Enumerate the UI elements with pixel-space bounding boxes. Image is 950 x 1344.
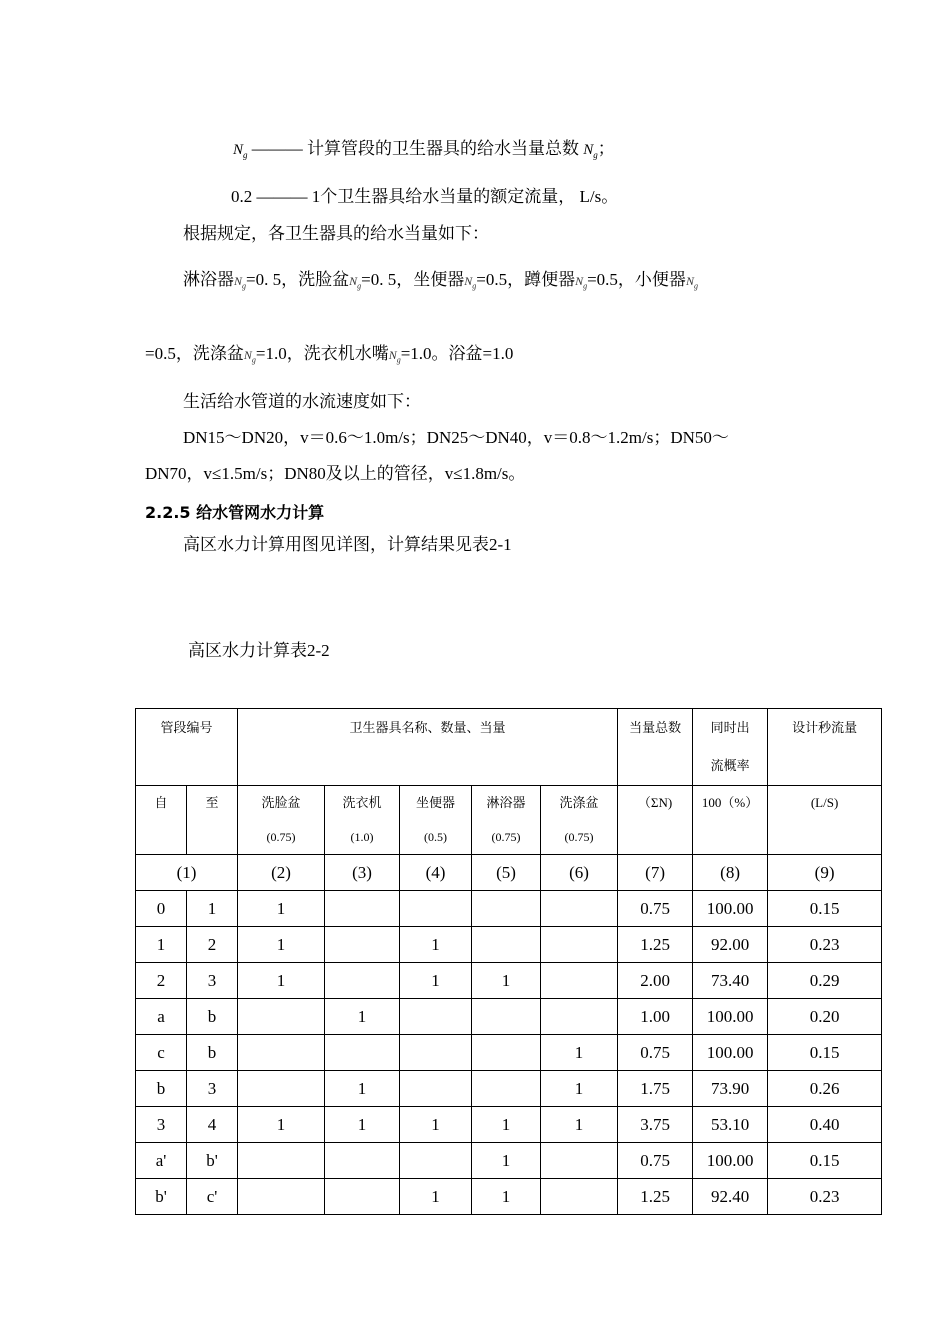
cell-to: 1 xyxy=(187,891,238,927)
cell-sink xyxy=(541,891,618,927)
cell-flow: 0.26 xyxy=(768,1071,882,1107)
col-number: (4) xyxy=(400,855,472,891)
cell-total: 0.75 xyxy=(618,1035,693,1071)
cell-from: b xyxy=(136,1071,187,1107)
cell-shower xyxy=(472,927,541,963)
cell-total: 0.75 xyxy=(618,1143,693,1179)
cell-basin: 1 xyxy=(238,963,325,999)
cell-shower: 1 xyxy=(472,1143,541,1179)
value: (0.75) xyxy=(491,830,521,844)
cell-prob: 100.00 xyxy=(693,999,768,1035)
cell-toilet: 1 xyxy=(400,963,472,999)
cell-from: b' xyxy=(136,1179,187,1215)
cell-from: c xyxy=(136,1035,187,1071)
value: (0.75) xyxy=(564,830,594,844)
ng-symbol: $N_g$ xyxy=(349,274,362,291)
header-flow: 设计秒流量 xyxy=(768,709,882,786)
cell-to: 3 xyxy=(187,963,238,999)
cell-washer xyxy=(325,891,400,927)
table-row xyxy=(136,1035,882,1071)
cell-shower xyxy=(472,891,541,927)
velocity-line-2: DN70，v≤1.5m/s；DN80及以上的管径，v≤1.8m/s。 xyxy=(145,464,526,483)
col-number: (7) xyxy=(618,855,693,891)
header-total: 当量总数 xyxy=(618,709,693,786)
section-text: 高区水力计算用图见详图，计算结果见表2-1 xyxy=(183,535,512,554)
ng-symbol: $N_g$ xyxy=(233,142,248,160)
cell-washer: 1 xyxy=(325,1071,400,1107)
cell-toilet xyxy=(400,1035,472,1071)
cell-toilet: 1 xyxy=(400,1107,472,1143)
cell-basin: 1 xyxy=(238,1107,325,1143)
value: (0.5) xyxy=(424,830,448,844)
cell-basin xyxy=(238,1071,325,1107)
header-flow-unit: (L/S) xyxy=(768,786,882,855)
fixture-text: =1.0。浴盆=1.0 xyxy=(400,344,514,363)
cell-from: 2 xyxy=(136,963,187,999)
col-number: (8) xyxy=(693,855,768,891)
fixture-text: =0.5，蹲便器 xyxy=(476,270,576,289)
fixture-text: =1.0，洗衣机水嘴 xyxy=(255,344,389,363)
table-row xyxy=(136,999,882,1035)
cell-toilet xyxy=(400,891,472,927)
header-basin xyxy=(238,786,325,855)
cell-from: 1 xyxy=(136,927,187,963)
cell-prob: 73.40 xyxy=(693,963,768,999)
cell-shower xyxy=(472,1035,541,1071)
cell-prob: 73.90 xyxy=(693,1071,768,1107)
cell-sink xyxy=(541,963,618,999)
table-row xyxy=(136,1107,882,1143)
fixture-text: =0.5，洗涤盆 xyxy=(145,344,244,363)
cell-from: a xyxy=(136,999,187,1035)
cell-to: 2 xyxy=(187,927,238,963)
cell-prob: 53.10 xyxy=(693,1107,768,1143)
cell-shower xyxy=(472,999,541,1035)
q-definition-text: ——— 1个卫生器具给水当量的额定流量， L/s。 xyxy=(256,187,619,206)
cell-to: 3 xyxy=(187,1071,238,1107)
cell-total: 1.75 xyxy=(618,1071,693,1107)
ng-definition-end: ； xyxy=(597,139,615,158)
label: 洗涤盆 xyxy=(559,795,599,810)
label: 淋浴器 xyxy=(486,795,526,810)
cell-to: b xyxy=(187,999,238,1035)
table-caption: 高区水力计算表2-2 xyxy=(188,641,330,660)
ng-definition-text: ——— 计算管段的卫生器具的给水当量总数 xyxy=(251,139,580,158)
cell-toilet xyxy=(400,999,472,1035)
fixture-text: =0. 5，坐便器 xyxy=(361,270,465,289)
header-from: 自 xyxy=(136,786,187,855)
fixture-line-1 xyxy=(183,271,698,290)
cell-to: b' xyxy=(187,1143,238,1179)
cell-from: 0 xyxy=(136,891,187,927)
cell-flow: 0.23 xyxy=(768,927,882,963)
ng-symbol: $N_g$ xyxy=(685,274,698,291)
cell-total: 2.00 xyxy=(618,963,693,999)
table-row xyxy=(136,1143,882,1179)
table-row xyxy=(136,891,882,927)
cell-prob: 100.00 xyxy=(693,1143,768,1179)
col-number: (2) xyxy=(238,855,325,891)
header-shower xyxy=(472,786,541,855)
section-heading: 2.2.5 给水管网水力计算 xyxy=(145,503,325,522)
fixture-text: =0.5，小便器 xyxy=(587,270,686,289)
cell-flow: 0.40 xyxy=(768,1107,882,1143)
cell-toilet xyxy=(400,1143,472,1179)
q-definition-value: 0.2 xyxy=(231,187,253,206)
fixture-text: 淋浴器 xyxy=(183,270,234,289)
ng-symbol: $N_g$ xyxy=(583,142,598,160)
cell-flow: 0.23 xyxy=(768,1179,882,1215)
cell-washer: 1 xyxy=(325,1107,400,1143)
cell-flow: 0.15 xyxy=(768,1143,882,1179)
cell-sink xyxy=(541,1143,618,1179)
cell-flow: 0.15 xyxy=(768,1035,882,1071)
cell-total: 1.25 xyxy=(618,927,693,963)
table-row xyxy=(136,1071,882,1107)
cell-basin xyxy=(238,1035,325,1071)
cell-prob: 100.00 xyxy=(693,1035,768,1071)
velocity-intro: 生活给水管道的水流速度如下： xyxy=(183,392,421,411)
ng-symbol: $N_g$ xyxy=(464,274,477,291)
cell-basin xyxy=(238,1143,325,1179)
table-row xyxy=(136,963,882,999)
cell-sink: 1 xyxy=(541,1107,618,1143)
table-row xyxy=(136,927,882,963)
cell-from: a' xyxy=(136,1143,187,1179)
header-fixtures: 卫生器具名称、数量、当量 xyxy=(238,709,618,786)
ng-symbol: $N_g$ xyxy=(243,348,256,365)
header-sink xyxy=(541,786,618,855)
cell-toilet xyxy=(400,1071,472,1107)
header-segment: 管段编号 xyxy=(136,709,238,786)
cell-total: 3.75 xyxy=(618,1107,693,1143)
header-probability-line1: 同时出 xyxy=(710,720,750,735)
cell-prob: 92.40 xyxy=(693,1179,768,1215)
q-definition-line xyxy=(231,188,618,205)
value: (0.75) xyxy=(266,830,296,844)
fixture-text: =0. 5，洗脸盆 xyxy=(246,270,350,289)
cell-basin xyxy=(238,1179,325,1215)
cell-shower: 1 xyxy=(472,963,541,999)
cell-basin: 1 xyxy=(238,927,325,963)
header-total-unit: （ΣN) xyxy=(618,786,693,855)
header-probability-line2: 流概率 xyxy=(710,758,750,773)
label: 坐便器 xyxy=(416,795,456,810)
label: 洗脸盆 xyxy=(261,795,301,810)
cell-toilet: 1 xyxy=(400,1179,472,1215)
cell-flow: 0.29 xyxy=(768,963,882,999)
table-row xyxy=(136,1179,882,1215)
cell-shower: 1 xyxy=(472,1179,541,1215)
cell-sink xyxy=(541,1179,618,1215)
table-subheader-row xyxy=(136,786,882,855)
col-number: (3) xyxy=(325,855,400,891)
header-to: 至 xyxy=(187,786,238,855)
velocity-line-1: DN15～DN20，v＝0.6～1.0m/s；DN25～DN40，v＝0.8～1.2m/s；DN50～ xyxy=(183,428,729,447)
cell-toilet: 1 xyxy=(400,927,472,963)
cell-washer: 1 xyxy=(325,999,400,1035)
cell-prob: 92.00 xyxy=(693,927,768,963)
cell-flow: 0.20 xyxy=(768,999,882,1035)
ng-symbol: $N_g$ xyxy=(575,274,588,291)
cell-sink xyxy=(541,927,618,963)
cell-prob: 100.00 xyxy=(693,891,768,927)
ng-symbol: $N_g$ xyxy=(234,274,247,291)
col-number: (6) xyxy=(541,855,618,891)
header-washer xyxy=(325,786,400,855)
cell-from: 3 xyxy=(136,1107,187,1143)
ng-symbol: $N_g$ xyxy=(388,348,401,365)
table-header-row xyxy=(136,709,882,786)
fixture-line-2 xyxy=(145,345,513,364)
cell-flow: 0.15 xyxy=(768,891,882,927)
header-probability xyxy=(693,709,768,786)
ng-definition-line xyxy=(233,140,615,160)
cell-washer xyxy=(325,1179,400,1215)
column-number-row xyxy=(136,855,882,891)
cell-washer xyxy=(325,963,400,999)
label: 洗衣机 xyxy=(342,795,382,810)
cell-washer xyxy=(325,927,400,963)
hydraulic-calc-table xyxy=(135,708,882,1215)
cell-basin xyxy=(238,999,325,1035)
header-prob-unit: 100（%） xyxy=(693,786,768,855)
cell-washer xyxy=(325,1035,400,1071)
cell-to: b xyxy=(187,1035,238,1071)
cell-shower xyxy=(472,1071,541,1107)
col-number: (5) xyxy=(472,855,541,891)
cell-total: 1.25 xyxy=(618,1179,693,1215)
cell-basin: 1 xyxy=(238,891,325,927)
cell-to: 4 xyxy=(187,1107,238,1143)
col-number: (1) xyxy=(136,855,238,891)
cell-sink: 1 xyxy=(541,1071,618,1107)
value: (1.0) xyxy=(350,830,374,844)
rules-intro: 根据规定，各卫生器具的给水当量如下： xyxy=(183,224,489,243)
cell-to: c' xyxy=(187,1179,238,1215)
cell-sink xyxy=(541,999,618,1035)
cell-total: 1.00 xyxy=(618,999,693,1035)
header-toilet xyxy=(400,786,472,855)
col-number: (9) xyxy=(768,855,882,891)
cell-total: 0.75 xyxy=(618,891,693,927)
cell-sink: 1 xyxy=(541,1035,618,1071)
cell-washer xyxy=(325,1143,400,1179)
cell-shower: 1 xyxy=(472,1107,541,1143)
